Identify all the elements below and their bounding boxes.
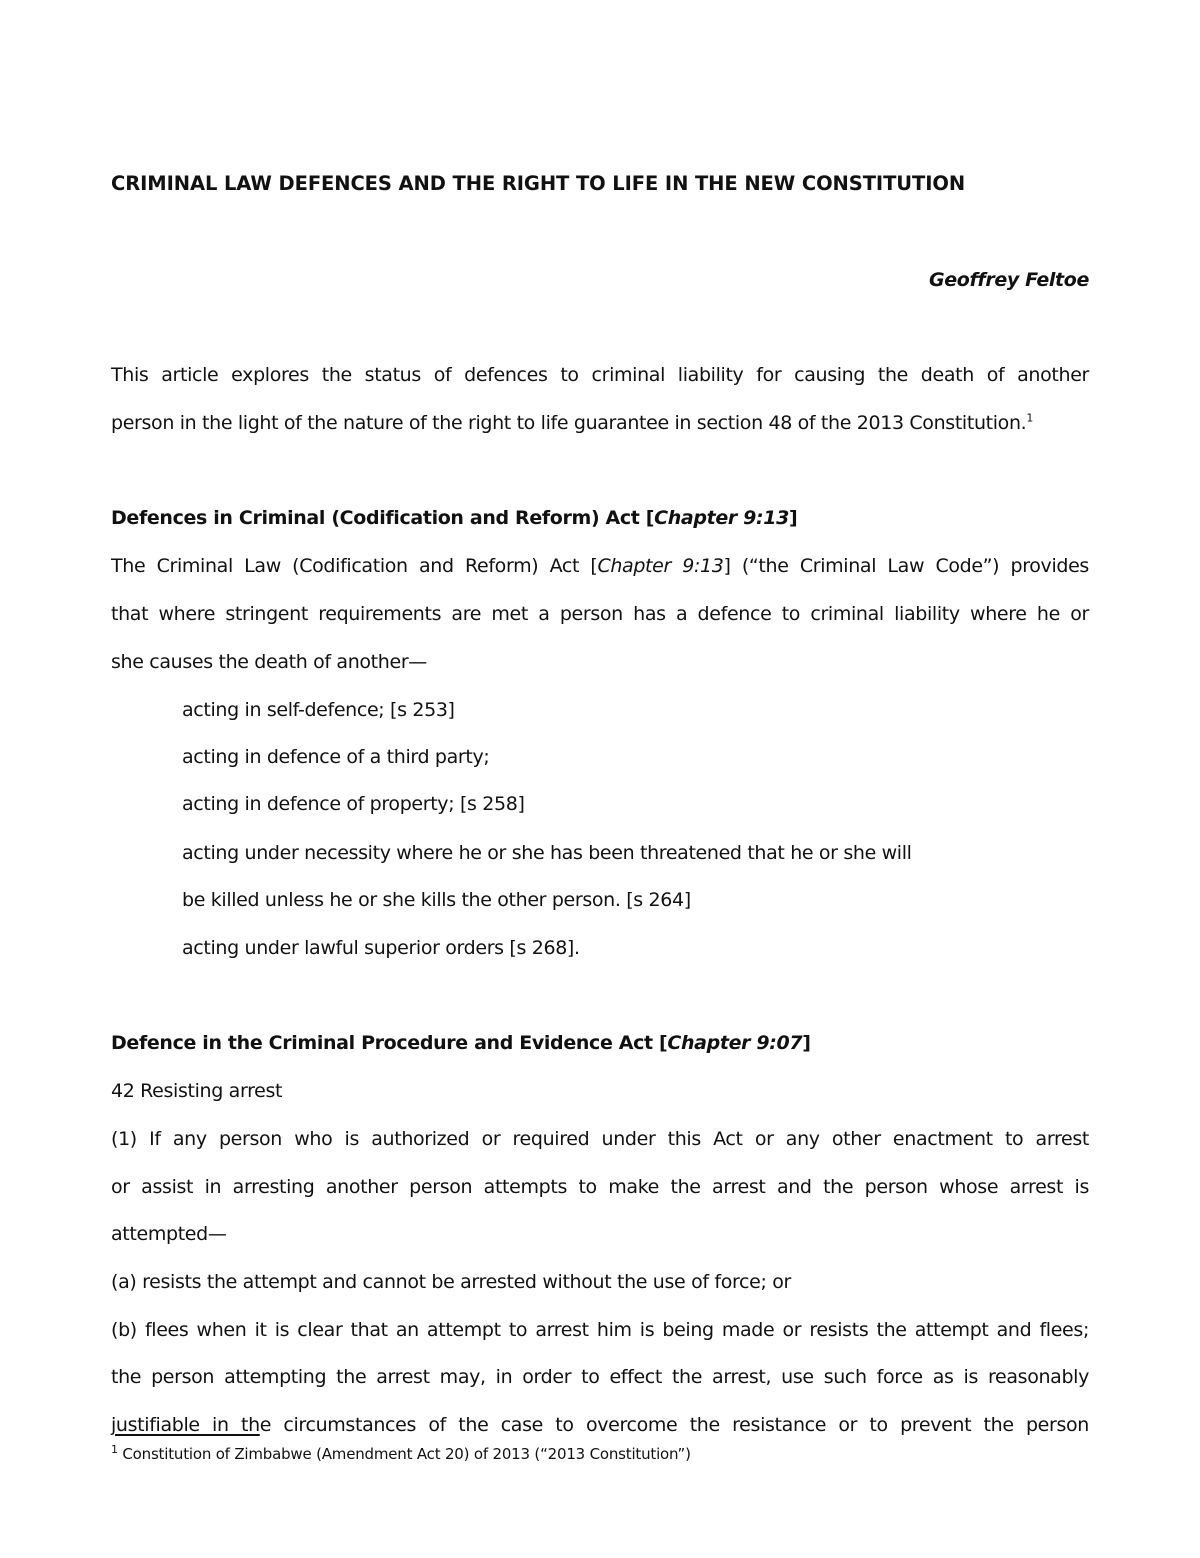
heading-bracket: ]	[802, 1032, 811, 1054]
underlined-text: justifiable in th	[111, 1414, 260, 1436]
section2-p1-line-2: or assist in arresting another person attempts to make the arrest and the person whose arrest is	[111, 1176, 1089, 1198]
section2-p1-line-3: attempted—	[111, 1223, 227, 1245]
section-heading-procedure-act	[111, 1031, 1089, 1055]
heading-chapter: Chapter 9:07	[667, 1032, 803, 1054]
section2-p2-line-1: the person attempting the arrest may, in order to effect the arrest, use such force as is reasonably	[111, 1366, 1089, 1388]
intro-line-1: This article explores the status of defences to criminal liability for causing the death of another	[111, 364, 1089, 386]
intro-line-2	[111, 411, 1089, 435]
heading-chapter: Chapter 9:13	[654, 507, 790, 529]
footnote-text: Constitution of Zimbabwe (Amendment Act 20) of 2013 (“2013 Constitution”)	[117, 1445, 691, 1463]
section-heading-codification-act	[111, 506, 1089, 530]
defence-item: acting under necessity where he or she has been threatened that he or she will	[182, 842, 912, 864]
subheading-resisting-arrest: 42 Resisting arrest	[111, 1080, 283, 1102]
section2-p2-line-2	[111, 1413, 1089, 1437]
clause-a: (a) resists the attempt and cannot be arrested without the use of force; or	[111, 1271, 791, 1293]
footnote	[111, 1444, 1089, 1464]
section1-para-line-2: that where stringent requirements are met a person has a defence to criminal liability where he or	[111, 603, 1089, 625]
line-text: e circumstances of the case to overcome the resistance or to prevent the person	[259, 1414, 1089, 1436]
defence-item: acting in defence of property; [s 258]	[182, 793, 525, 815]
defence-item: acting under lawful superior orders [s 268].	[182, 937, 580, 959]
footnote-number: 1	[111, 1443, 118, 1456]
heading-text: Defences in Criminal (Codification and Reform) Act [	[111, 507, 655, 529]
heading-bracket: ]	[789, 507, 798, 529]
clause-b: (b) flees when it is clear that an attempt to arrest him is being made or resists the attempt and flees;	[111, 1319, 1089, 1341]
para-text-cont: ] (“the Criminal Law Code”) provides	[723, 555, 1089, 577]
defence-item: acting in defence of a third party;	[182, 746, 490, 768]
section2-p1-line-1: (1) If any person who is authorized or required under this Act or any other enactment to arrest	[111, 1128, 1089, 1150]
document-title: CRIMINAL LAW DEFENCES AND THE RIGHT TO LIFE IN THE NEW CONSTITUTION	[111, 172, 966, 195]
footnote-reference[interactable]: 1	[1026, 411, 1033, 425]
section1-para-line-3: she causes the death of another—	[111, 651, 427, 673]
defence-item: acting in self-defence; [s 253]	[182, 699, 455, 721]
para-chapter: Chapter 9:13	[597, 555, 724, 577]
para-text: The Criminal Law (Codification and Reform) Act [	[111, 555, 598, 577]
heading-text: Defence in the Criminal Procedure and Evidence Act [	[111, 1032, 668, 1054]
intro-line-2-text: person in the light of the nature of the right to life guarantee in section 48 of the 2013 Constitution.	[111, 412, 1027, 434]
author-name: Geoffrey Feltoe	[929, 269, 1089, 291]
defence-item: be killed unless he or she kills the other person. [s 264]	[182, 889, 691, 911]
section1-para-line-1	[111, 554, 1089, 578]
